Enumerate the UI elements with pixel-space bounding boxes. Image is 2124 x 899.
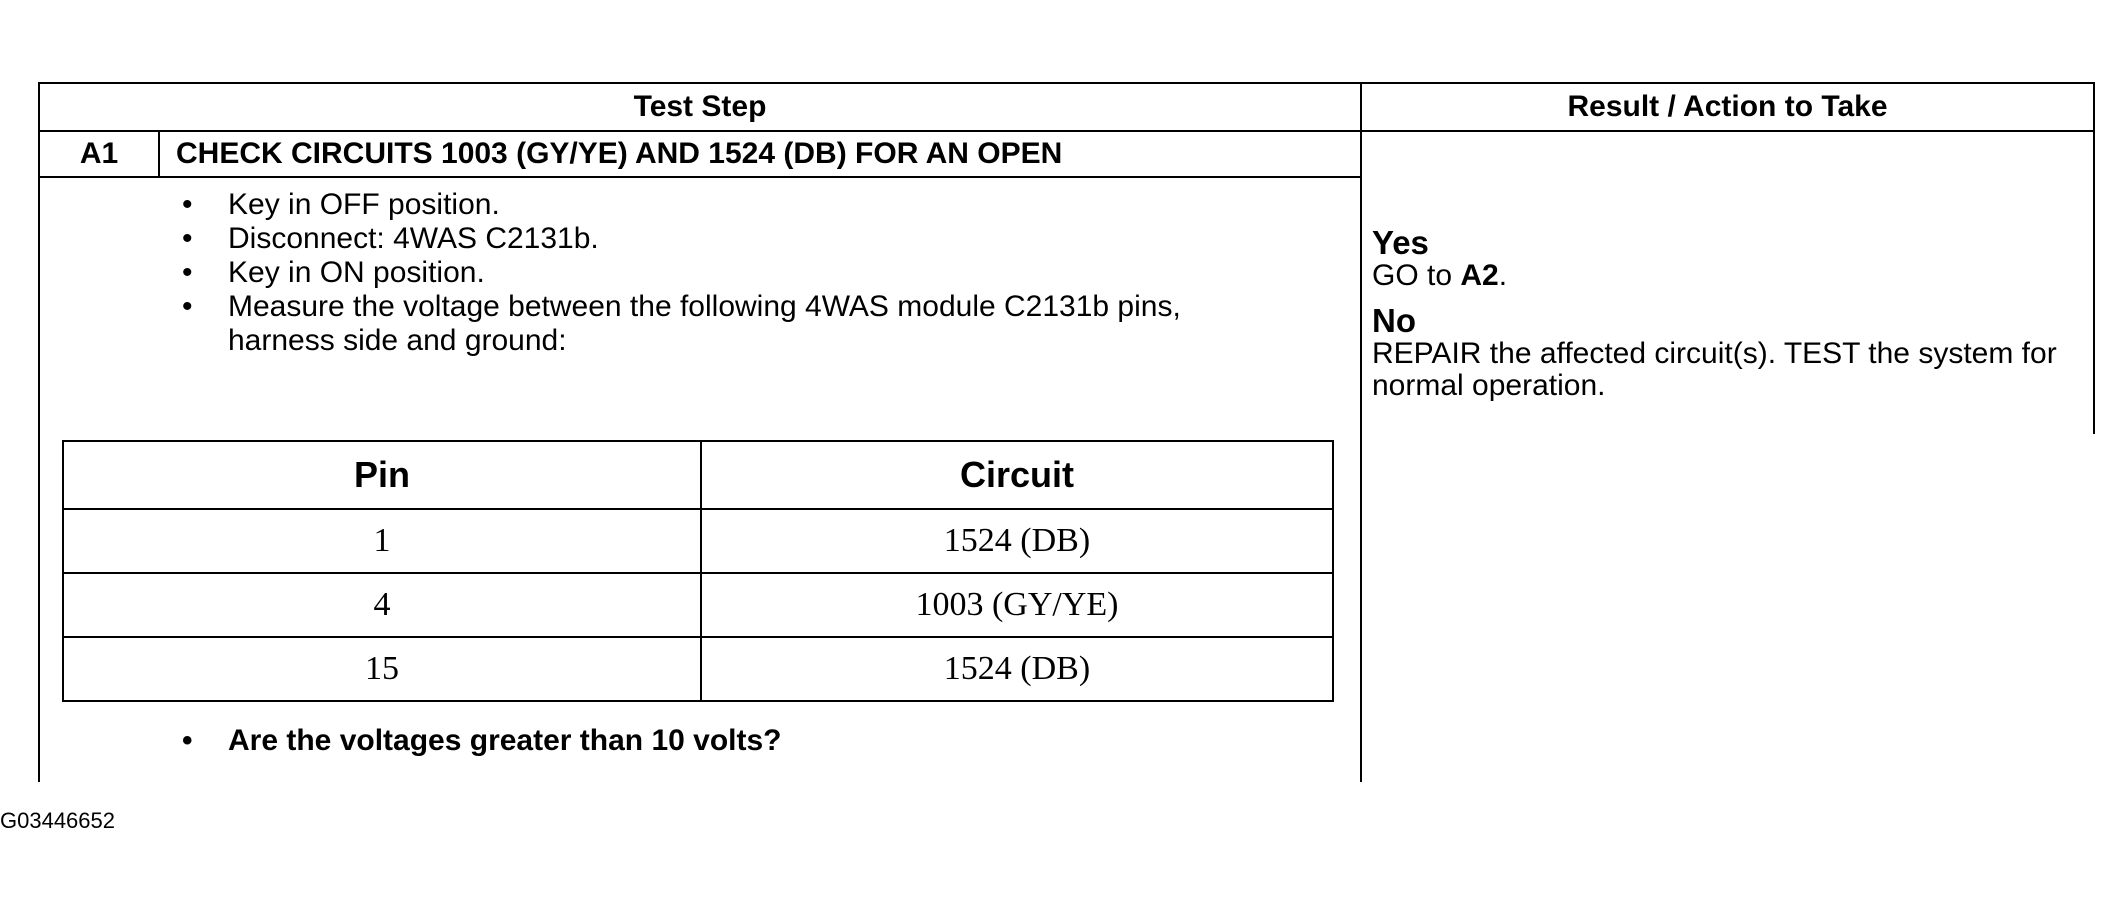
instruction-item: • Disconnect: 4WAS C2131b.: [228, 222, 1360, 256]
instruction-item: • Key in OFF position.: [228, 188, 1360, 222]
yes-action-target: A2: [1460, 259, 1499, 292]
yes-label: Yes: [1372, 224, 1429, 261]
pin-cell: 1: [63, 509, 701, 573]
circuit-column-header: Circuit: [701, 441, 1333, 509]
circuit-cell: 1524 (DB): [701, 509, 1333, 573]
pin-column-header: Pin: [63, 441, 701, 509]
pin-cell: 4: [63, 573, 701, 637]
results-block: [1362, 132, 2093, 402]
table-row: [63, 637, 1333, 701]
circuit-cell: 1003 (GY/YE): [701, 573, 1333, 637]
pin-cell: 15: [63, 637, 701, 701]
table-row: [63, 509, 1333, 573]
diagnostic-table: [38, 82, 2095, 782]
step-id: A1: [40, 132, 160, 176]
step-row: [40, 132, 1360, 178]
no-action: REPAIR the affected circuit(s). TEST the system for normal operation.: [1372, 337, 2057, 402]
no-label: No: [1372, 302, 1416, 339]
step-title: CHECK CIRCUITS 1003 (GY/YE) AND 1524 (DB) FOR AN OPEN: [176, 137, 1063, 170]
test-step-header: Test Step: [40, 84, 1360, 132]
result-action-column: [1362, 84, 2093, 782]
figure-id: G03446652: [0, 808, 115, 833]
pin-circuit-table: [62, 440, 1334, 702]
instruction-list: [40, 188, 1360, 358]
table-row: [63, 573, 1333, 637]
yes-action-suffix: .: [1498, 259, 1508, 292]
instruction-item: • Key in ON position.: [228, 256, 1360, 290]
yes-action-prefix: GO to: [1372, 259, 1453, 292]
test-step-column: [40, 84, 1362, 782]
circuit-cell: 1524 (DB): [701, 637, 1333, 701]
verification-question: • Are the voltages greater than 10 volts?: [228, 724, 782, 758]
result-action-header: Result / Action to Take: [1362, 84, 2093, 132]
table-header-row: [63, 441, 1333, 509]
instruction-item: • Measure the voltage between the following 4WAS module C2131b pins, harness side and ground:: [228, 290, 1208, 358]
yes-action: [1372, 260, 2083, 292]
table-right-border: [2093, 84, 2095, 434]
